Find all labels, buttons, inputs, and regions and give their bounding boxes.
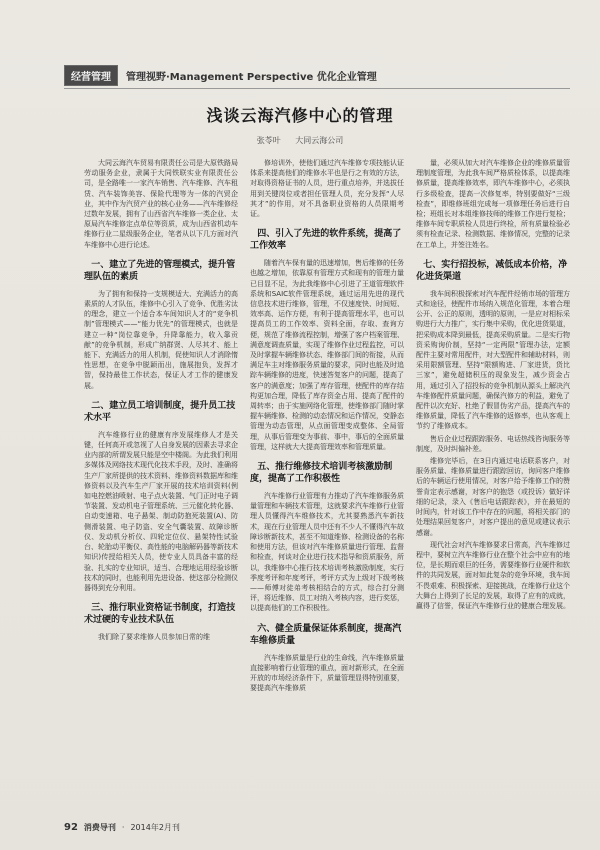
page-number: 92 [64,822,78,833]
paragraph: 大同云海汽车贸易有限责任公司是大原铁路局劳动服务企业，隶属于大同铁联实业有限责任公司，是全路唯一一家汽车销售、汽车维修、汽车租赁、汽车装饰美容、保险代理等为一体的汽贸企业，其中作为汽贸产业的核心业务——汽车维修经过数年发展，拥有了山西省汽车维修一类企业、太原局汽车维修定点单位等资质，成为山西省机动车维修行业二星级服务企业，笔者从以下几方面对汽车维修中心进行论述。 [84,159,238,249]
section-heading: 七、实行招投标，减低成本价格，净化进货渠道 [416,259,568,282]
section-heading: 二、建立员工培训制度，提升员工技术水平 [84,400,236,423]
author-affiliation: 大同云海公司 [295,136,344,145]
column-3 [416,158,570,813]
section-heading: 四、引入了先进的软件系统，提高了工作效率 [250,229,402,252]
footer-separator: · [121,823,125,832]
paragraph: 汽车维修行业管理有力推动了汽车维修服务质量管理和车辆技术管理，这就要求汽车维修行业管理人员懂得汽车维修技术，尤其要熟悉汽车新技术，现在行业管理人员中还有不少人不懂得汽车故障诊断新技术，甚至不知道维修、检测设备的名称和使用方法，但该对汽车维修质量进行管理、监督和检查，何谈对企业进行技术指导和资质服务，所以，我维修中心推行技术培训考核激励制度，实行季度考评和年度考评，考评方式为上级对下级考核——师傅对徒弟考核相结合的方式，综合打分测评，将近维修、员工对纳入考核内容，进行奖惩，以提高他们的工作积极性。 [250,492,404,613]
section-heading: 六、健全质量保证体系制度，提高汽车维修质量 [250,623,402,646]
paragraph: 现代社会对汽车维修要求日常高，汽车维修过程中，要树立汽车维修行业在整个社会中应有的地位，是长期而艰巨的任务，需要维修行业硬件和软件的共同发展，面对如此复杂的竞争环境，我车间不畏艰难、积极探索、迎接挑战，在维修行业这个大舞台上得到了长足的发展，取得了应有的成就，赢得了信誉，保证汽车维修行业的健康合理发展。 [416,540,570,610]
column-2 [250,158,404,813]
article-title: 浅谈云海汽修中心的管理 [206,106,394,125]
section-heading: 一、建立了先进的管理模式，提升管理队伍的素质 [84,259,236,282]
paragraph: 我车间积极探索对汽车配件经销市场的管理方式和途径，使配件市场纳入规范化管理，本着合理公开、公正的原则，透明的原则，一是应对相标采购进行大力推广，实行集中采购，优化进货渠道，把采购成本降到最低，提高采购质量。二是实行物资采购询价制，坚持“一定两限”管理办法，定额配件主要对常用配件，对大型配件和辅助材料，则采用限额管理、坚持“限额购进、厂家进货，货比三家”，避免超储积压的现象发生，减少资金占用，通过引入了招投标的竞争机制从源头上解决汽车维修配件质量问题，确保汽修方的利益，避免了配件以次充好、杜绝了假冒伪劣产品，提高汽车的维修质量，降低了汽车维修的返修率，也从客观上节约了维修成本。 [416,289,570,431]
header-divider [64,88,570,89]
paragraph: 维修完毕后，在3日内通过电话联系客户，对服务质量、维修质量进行跟踪回访，询问客户维修后的车辆运行使用情况，对客户给予维修工作的赞誉肯定表示感谢，对客户的抱怨（或投诉）做好详细的记录，录入《售后电话跟踪表》，并在最短的时间内，针对该工作中存在的问题，将相关部门的处理结果回复客户，对客户提出的意见或建议表示感谢。 [416,457,570,537]
paragraph: 随着汽车保有量的迅速增加，售后维修的任务也越之增加，依靠原有管理方式和现有的管理力量已目显不足，为此我维修中心引进了王道管理软件系统和SAIC软件管理系统，通过运用先进的现代信息技术进行维修，管理，不仅速度快、时间短、效率高、运作方便，有利于提高管理水平，也可以提高员工的工作效率、资料全面，存取、查询方便，规范了维修流程控制，增强了客户档案管理、满意度调查质量，实现了维修作业过程监控，可以及时掌握车辆维修状态、维修部门间的衔接，从而满足车主对维修服务质量的要求，同时也能及时追踪车辆维修的进度，快速答复客户的问题，提高了客户的满意度；加强了库存管理，使配件的库存结构更加合理，降低了库存资金占用、提高了配件的周转率；由于实施网络化管理，使维修部门随时掌握车辆维修、检测的动态情况和运作情况，变静态管理为动态管理，从点面管理变成整体、全局管理，从事后管理变为事前、事中，事后的全面质量管理，这样就大大提高管理效率和管理质量。 [250,259,404,451]
paragraph: 为了拥有和保持一支规模适大、充满活力的高素质的人才队伍，维修中心引入了竞争、优胜劣汰的理念，建立一个适合本车间知识人才的“竞争机制”管理模式——“能力优先”的管理模式，也就是建立一种“岗位靠竞争，升降靠能力，收入靠贡献”的竞争机制，形成广纳群贤、人尽其才、能上能下、充满活力的用人机制，促使知识人才消除惰性思想，在竞争中脱颖而出，施展抱负，发挥才智，保持最佳工作状态，保证人才工作的健康发展。 [84,289,238,390]
author-name: 张苓叶 [256,136,281,145]
paragraph: 我们除了要求维修人员参加日常的维 [98,633,210,642]
issue-date: 2014年2月刊 [130,823,180,832]
paragraph: 修培训外，使他们通过汽车维修专项技能认证体系来提高他们的维修水平也是行之有效的方法，对取得资格证书的人员，进行重点培养，并选拔任用到关键岗位或者担任管理人员，充分发挥“人尽其才”的作用，对不具备职业资格的人员限期考证。 [250,159,404,219]
paragraph: 汽车维修行业的健康有序发展维修人才是关键，任何高开或忽视了人自身发展的因素去寻求企业内部的所谓发展只能是空中楼阁。为此我们利用多媒体及网络技术现代化技术手段，及时、准确将生产厂家所提供的技术资料、维修资料数据库和维修资料以及汽车生产厂家开展的技术培训资料(例如电控燃油喷射、电子点火装置、气门正时电子调节装置、发动机电子管理系统、三元催化转化器、自动变速箱、电子悬架、制动防抱死装置(A)、防侧滑装置、电子防盗、安全气囊装置、故障诊断仪、发动机分析仪、四轮定位仪、悬架特性试验台、轮胎动平衡仪、高性能的电脑解码器等新技术知识)传授给相关人员，使专业人员具备丰富的经验、扎实的专业知识，适当、合理地运用经验诊断技术的同时，也能利用先进设备、使这部分检测仪器得到充分利用。 [84,430,238,592]
paragraph: 量，必须从加大对汽车维修企业的维修质量管理制度管理，为此我车间严格质检体系，以提高维修质量，提高维修效率，即汽车维修中心，必须执行多级检查，提高一次修复率，特别要做好“三级检查”，即维修班组完成每一项修理任务后进行自检；班组长对本组维修技师的维修工作进行复检；维修车间专职质检人员进行终检，所有质量检验必须有检查记录、检测数据、维修情况，完整的记录在工单上，并签注姓名。 [416,159,570,249]
section-title: 管理视野·Management Perspective 优化企业管理 [126,71,377,83]
page-header [0,64,600,86]
page-footer [64,822,180,833]
paragraph: 售后企业过程跟踪服务、电话热线咨询服务等制度，及时纠偏补差。 [416,434,570,453]
section-heading: 三、推行职业资格证书制度，打造技术过硬的专业技术队伍 [84,603,236,626]
section-heading: 五、推行维修技术培训考核激励制度，提高了工作积极性 [250,462,393,485]
author-line [0,135,600,146]
paragraph: 汽车维修质量是行业的生命线，汽车维修质量直接影响着行业管理的重点，面对新形式，在全面开放的市场经济条件下，质量管理显得特别重要，要提高汽车维修质 [250,653,404,693]
magazine-name: 消费导刊 [83,823,116,832]
article-body [84,158,570,813]
section-tag: 经营管理 [64,65,118,86]
column-1 [84,158,238,813]
